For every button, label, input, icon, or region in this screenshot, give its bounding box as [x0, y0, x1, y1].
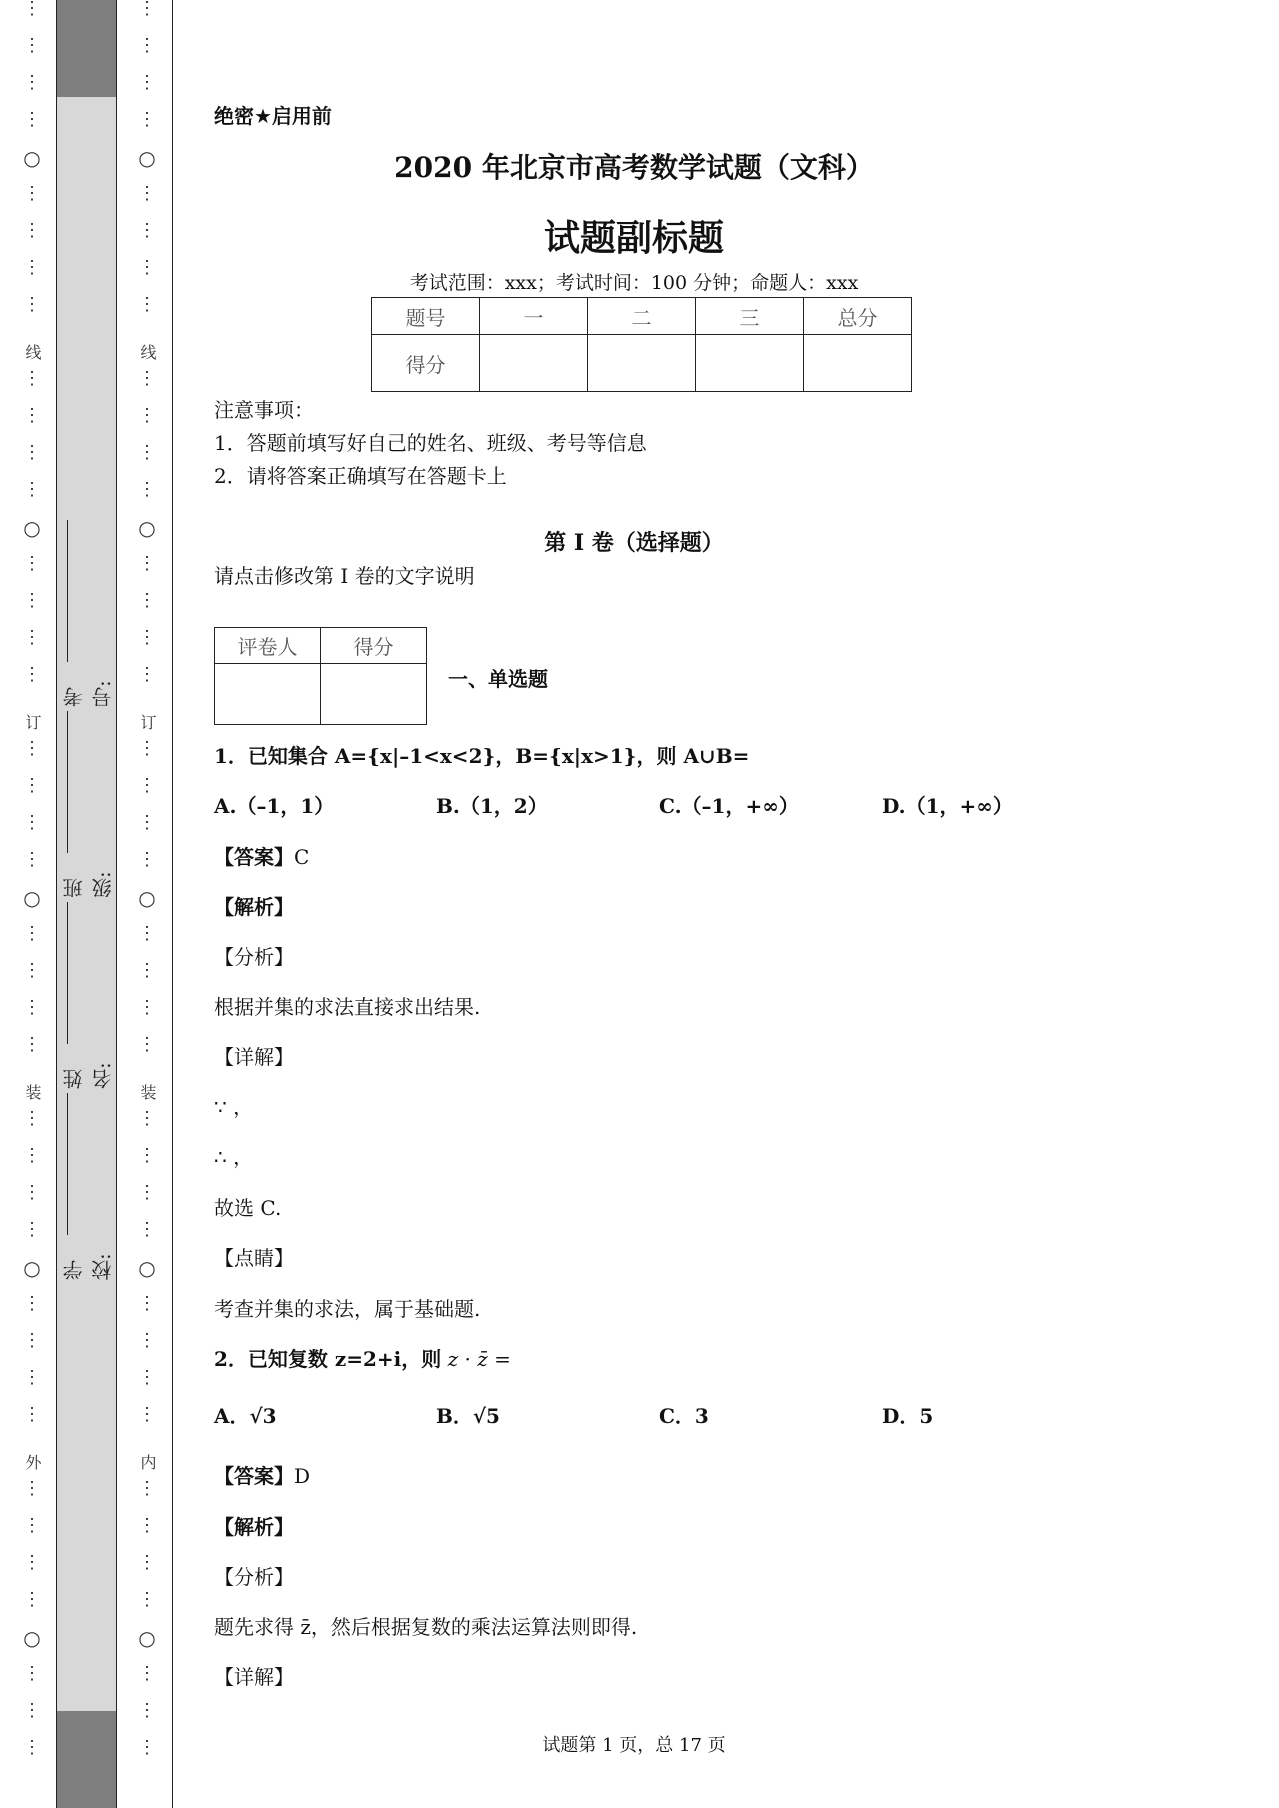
- margin-circle: ○: [138, 1256, 156, 1280]
- score-header-cell: 题号: [372, 298, 480, 335]
- section-description: 请点击修改第 I 卷的文字说明: [214, 564, 475, 588]
- margin-dots: ⋮: [23, 1367, 41, 1388]
- q2-stem-math: z · z̄ =: [447, 1347, 511, 1371]
- q2-fenxi-label: 【分析】: [214, 1565, 294, 1589]
- q1-fenxi: 根据并集的求法直接求出结果.: [214, 995, 481, 1019]
- answer-label: 【答案】: [214, 1464, 294, 1488]
- margin-char: 订: [23, 713, 42, 730]
- q1-because: ∵ ，: [214, 1095, 254, 1119]
- margin-dots: ⋮: [138, 590, 156, 611]
- margin-dots: ⋮: [23, 72, 41, 93]
- score-table: [371, 297, 912, 392]
- band-bottom-block: [56, 1711, 116, 1808]
- margin-dots: ⋮: [138, 923, 156, 944]
- margin-dots: ⋮: [138, 738, 156, 759]
- margin-dots: ⋮: [138, 1293, 156, 1314]
- margin-circle: ○: [138, 886, 156, 910]
- q2-option-d: D．5: [882, 1404, 934, 1428]
- margin-dots: ⋮: [138, 109, 156, 130]
- section-title: 第 I 卷（选择题）: [544, 530, 724, 556]
- margin-dots: ⋮: [138, 812, 156, 833]
- score-cell[interactable]: [588, 335, 696, 392]
- margin-dots: ⋮: [23, 1478, 41, 1499]
- margin-dots: ⋮: [23, 1034, 41, 1055]
- margin-dots: ⋮: [23, 1404, 41, 1425]
- margin-dots: ⋮: [138, 72, 156, 93]
- margin-dots: ⋮: [138, 1515, 156, 1536]
- margin-dots: ⋮: [138, 553, 156, 574]
- note-item: 2．请将答案正确填写在答题卡上: [214, 464, 507, 488]
- margin-dots: ⋮: [23, 1700, 41, 1721]
- q1-option-b: B.（1，2）: [436, 794, 548, 818]
- margin-dots: ⋮: [138, 257, 156, 278]
- score-cell[interactable]: [480, 335, 588, 392]
- exam-info: 考试范围：xxx；考试时间：100 分钟；命题人：xxx: [409, 272, 859, 294]
- band-border-right: [116, 0, 117, 1808]
- margin-dots: ⋮: [23, 1182, 41, 1203]
- margin-dots: ⋮: [138, 479, 156, 500]
- part-title: 一、单选题: [448, 667, 548, 691]
- score-cell[interactable]: [804, 335, 912, 392]
- answer-label: 【答案】: [214, 845, 294, 869]
- score-header-cell: 三: [696, 298, 804, 335]
- school-label: 学校:: [62, 1253, 115, 1280]
- margin-dots: ⋮: [138, 442, 156, 463]
- margin-dots: ⋮: [138, 1552, 156, 1573]
- margin-dots: ⋮: [23, 1219, 41, 1240]
- margin-circle: ○: [23, 146, 41, 170]
- margin-dots: ⋮: [23, 257, 41, 278]
- margin-dots: ⋮: [138, 368, 156, 389]
- q2-answer: D: [294, 1464, 311, 1488]
- q2-analysis-label: 【解析】: [214, 1515, 294, 1539]
- margin-char: 订: [138, 713, 157, 730]
- exam-subtitle: 试题副标题: [543, 218, 724, 259]
- q2-answer-line: [214, 1460, 310, 1489]
- margin-dots: ⋮: [138, 405, 156, 426]
- margin-circle: ○: [138, 1626, 156, 1650]
- margin-dots: ⋮: [23, 960, 41, 981]
- margin-dots: ⋮: [23, 442, 41, 463]
- confidential-label: 绝密★启用前: [214, 104, 332, 128]
- margin-dots: ⋮: [138, 183, 156, 204]
- q1-dianjing: 考查并集的求法，属于基础题.: [214, 1297, 481, 1321]
- margin-char: 线: [23, 343, 42, 360]
- margin-dots: ⋮: [138, 849, 156, 870]
- score-header-cell: 二: [588, 298, 696, 335]
- page-footer: 试题第 1 页，总 17 页: [542, 1735, 726, 1756]
- margin-dots: ⋮: [138, 997, 156, 1018]
- margin-char: 外: [23, 1453, 42, 1470]
- margin-dots: ⋮: [23, 1108, 41, 1129]
- margin-circle: ○: [23, 886, 41, 910]
- margin-dots: ⋮: [23, 590, 41, 611]
- q2-detail-label: 【详解】: [214, 1665, 294, 1689]
- margin-dots: ⋮: [23, 553, 41, 574]
- margin-dots: ⋮: [138, 1478, 156, 1499]
- q1-conclusion: 故选 C.: [214, 1196, 282, 1220]
- margin-dots: ⋮: [23, 1589, 41, 1610]
- margin-dots: ⋮: [138, 1589, 156, 1610]
- q1-dianjing-label: 【点睛】: [214, 1246, 294, 1270]
- margin-dots: ⋮: [138, 0, 156, 19]
- margin-dots: ⋮: [23, 0, 41, 19]
- margin-dots: ⋮: [138, 1034, 156, 1055]
- exam-title: 2020 年北京市高考数学试题（文科）: [394, 151, 874, 184]
- q2-option-c: C．3: [659, 1404, 709, 1428]
- margin-dots: ⋮: [138, 1219, 156, 1240]
- q2-option-b: B．√5: [436, 1404, 500, 1428]
- grader-cell[interactable]: [215, 664, 321, 725]
- name-blank[interactable]: [68, 902, 109, 1044]
- grader-cell[interactable]: [321, 664, 427, 725]
- margin-dots: ⋮: [138, 775, 156, 796]
- margin-dots: ⋮: [23, 405, 41, 426]
- q1-option-c: C.（–1，+∞）: [659, 794, 799, 818]
- margin-dots: ⋮: [138, 627, 156, 648]
- margin-dots: ⋮: [23, 1552, 41, 1573]
- margin-dots: ⋮: [23, 775, 41, 796]
- page-border: [172, 0, 173, 1808]
- name-label: 姓名:: [62, 1062, 115, 1089]
- margin-dots: ⋮: [23, 1515, 41, 1536]
- grader-header-cell: 评卷人: [215, 628, 321, 664]
- margin-dots: ⋮: [23, 183, 41, 204]
- class-blank[interactable]: [68, 711, 109, 853]
- margin-dots: ⋮: [138, 1367, 156, 1388]
- q1-answer-line: [214, 841, 309, 870]
- q2-option-a: A．√3: [214, 1404, 277, 1428]
- margin-dots: ⋮: [138, 1663, 156, 1684]
- margin-dots: ⋮: [138, 664, 156, 685]
- score-row-label: 得分: [372, 335, 480, 392]
- class-label: 班级:: [62, 871, 115, 898]
- margin-dots: ⋮: [23, 294, 41, 315]
- student-info-fields: [62, 520, 115, 1280]
- margin-dots: ⋮: [23, 1293, 41, 1314]
- margin-dots: ⋮: [23, 664, 41, 685]
- inner-margin-column: [129, 0, 165, 1808]
- margin-dots: ⋮: [138, 1182, 156, 1203]
- margin-dots: ⋮: [138, 960, 156, 981]
- margin-dots: ⋮: [23, 368, 41, 389]
- grader-header-cell: 得分: [321, 628, 427, 664]
- band-top-block: [56, 0, 116, 97]
- note-item: 1．答题前填写好自己的姓名、班级、考号等信息: [214, 431, 647, 455]
- margin-dots: ⋮: [138, 1108, 156, 1129]
- score-header-cell: 总分: [804, 298, 912, 335]
- q2-stem-text: 2．已知复数 z=2+i，则: [214, 1347, 442, 1371]
- notes-heading: 注意事项：: [214, 398, 314, 422]
- margin-dots: ⋮: [23, 849, 41, 870]
- margin-circle: ○: [138, 516, 156, 540]
- margin-char: 装: [138, 1083, 157, 1100]
- q1-answer: C: [294, 845, 310, 869]
- q1-option-d: D.（1，+∞）: [882, 794, 1013, 818]
- margin-char: 内: [138, 1453, 157, 1470]
- school-blank[interactable]: [68, 1093, 109, 1235]
- number-label: 考号:: [62, 680, 115, 707]
- margin-dots: ⋮: [23, 479, 41, 500]
- q2-fenxi: 题先求得 z̄，然后根据复数的乘法运算法则即得.: [214, 1615, 638, 1639]
- margin-dots: ⋮: [23, 812, 41, 833]
- q1-fenxi-label: 【分析】: [214, 945, 294, 969]
- margin-dots: ⋮: [138, 35, 156, 56]
- score-cell[interactable]: [696, 335, 804, 392]
- margin-circle: ○: [23, 516, 41, 540]
- margin-dots: ⋮: [23, 923, 41, 944]
- margin-dots: ⋮: [23, 1330, 41, 1351]
- margin-dots: ⋮: [23, 1145, 41, 1166]
- number-blank[interactable]: [68, 520, 109, 662]
- margin-dots: ⋮: [138, 1737, 156, 1758]
- q1-analysis-label: 【解析】: [214, 895, 294, 919]
- score-header-cell: 一: [480, 298, 588, 335]
- margin-dots: ⋮: [23, 220, 41, 241]
- margin-circle: ○: [23, 1256, 41, 1280]
- margin-dots: ⋮: [138, 1404, 156, 1425]
- margin-dots: ⋮: [23, 1663, 41, 1684]
- margin-char: 装: [23, 1083, 42, 1100]
- margin-dots: ⋮: [138, 294, 156, 315]
- band-border-left: [56, 0, 57, 1808]
- notes: [214, 394, 647, 493]
- margin-dots: ⋮: [138, 1145, 156, 1166]
- margin-dots: ⋮: [23, 1737, 41, 1758]
- margin-dots: ⋮: [138, 220, 156, 241]
- margin-dots: ⋮: [23, 627, 41, 648]
- margin-circle: ○: [23, 1626, 41, 1650]
- margin-dots: ⋮: [138, 1700, 156, 1721]
- outer-margin-column: [14, 0, 50, 1808]
- q1-stem: 1．已知集合 A={x|–1<x<2}，B={x|x>1}，则 A∪B=: [214, 744, 750, 768]
- q1-detail-label: 【详解】: [214, 1045, 294, 1069]
- grader-table: [214, 627, 427, 725]
- margin-dots: ⋮: [23, 997, 41, 1018]
- margin-dots: ⋮: [138, 1330, 156, 1351]
- margin-circle: ○: [138, 146, 156, 170]
- q2-stem: [214, 1343, 511, 1372]
- q1-option-a: A.（–1，1）: [214, 794, 335, 818]
- margin-dots: ⋮: [23, 35, 41, 56]
- margin-char: 线: [138, 343, 157, 360]
- margin-dots: ⋮: [23, 109, 41, 130]
- margin-dots: ⋮: [23, 738, 41, 759]
- q1-therefore: ∴ ，: [214, 1145, 254, 1169]
